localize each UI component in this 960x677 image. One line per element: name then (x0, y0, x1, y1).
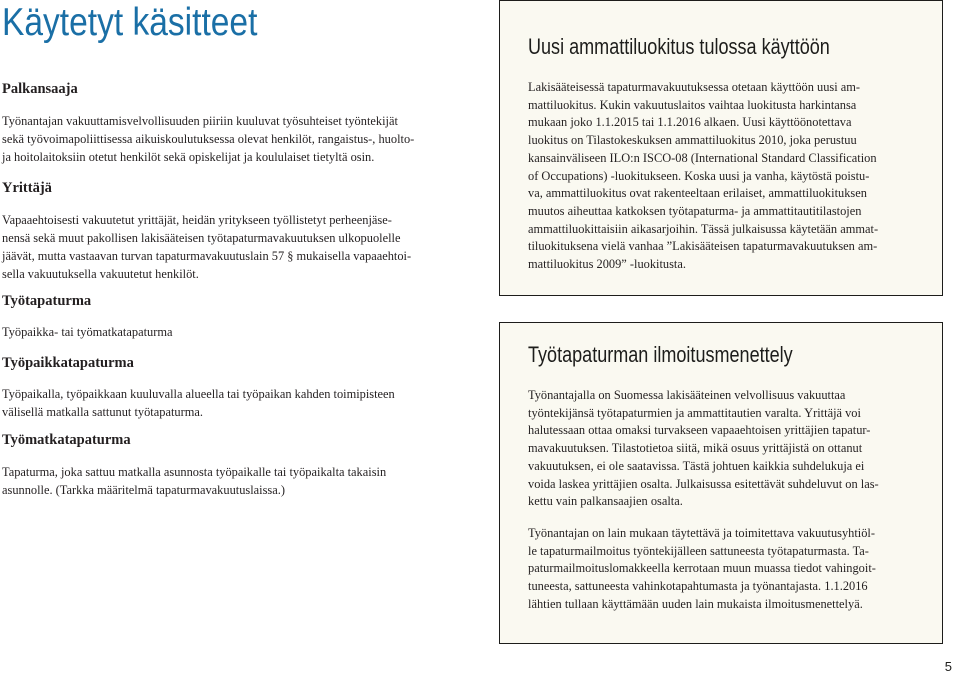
text-line: tiluokituksena vielä vanhaa ”Lakisääteisen tapaturmavakuutuksen am- (528, 239, 878, 254)
text-line: vakuutuksen, ei ole saatavissa. Tästä johtuen kaikkia suhdelukuja ei (528, 458, 865, 473)
heading-tyotapaturma: Työtapaturma (2, 293, 92, 309)
text-line: mattiluokitus. Kukin vakuutuslaitos vaihtaa luokitusta harkintansa (528, 97, 857, 112)
text-line: tuneesta, sattuneesta vahinkotapahtumasta ja työnantajasta. 1.1.2016 (528, 579, 868, 594)
text-line: mavakuutuksen. Tilastotietoa siitä, mikä osuus yrittäjistä on ottanut (528, 441, 863, 456)
paragraph-tyomatkatapaturma (2, 463, 386, 499)
text-line: le tapaturmailmoitus työntekijälleen sattuneesta työtapaturmasta. Ta- (528, 543, 869, 558)
text-line: lähtien tullaan käyttämään uuden lain mukaista ilmoitusmenettelyä. (528, 596, 863, 611)
paragraph-palkansaaja (2, 112, 414, 166)
heading-palkansaaja: Palkansaaja (2, 81, 78, 97)
text-line: Tapaturma, joka sattuu matkalla asunnosta työpaikalle tai työpaikalta takaisin (2, 465, 387, 479)
heading-tyopaikkatapaturma: Työpaikkatapaturma (2, 355, 134, 371)
text-line: paturmailmoituslomakkeella kerrotaan muun muassa tiedot vahingoit- (528, 561, 876, 576)
text-line: va, ammattiluokitus ovat rakenteeltaan erilaiset, ammattiluokituksen (528, 186, 867, 201)
info-box-ilmoitusmenettely (499, 322, 943, 644)
text-line: Lakisääteisessä tapaturmavakuutuksessa otetaan käyttöön uusi am- (528, 80, 861, 94)
text-line: jäävät, mutta vastaavan turvan tapaturmavakuutuslain 57 § mukaisella vapaaehtoi- (2, 249, 412, 263)
text-line: Vapaaehtoisesti vakuutetut yrittäjät, heidän yritykseen työllistetyt perheenjäse- (2, 213, 392, 227)
text-line: sella vakuutuksella vakuutetut henkilöt. (2, 267, 199, 281)
text-line: mukaan joko 1.1.2015 tai 1.1.2016 alkaen. Uusi käyttöönotettava (528, 115, 852, 130)
text-line: mattiluokitus 2009” -luokitusta. (528, 257, 686, 272)
text-line: työntekijänsä työtapaturmien ja ammattitautien varalta. Yrittäjä voi (528, 405, 861, 420)
text-line: luokitus on Tilastokeskuksen ammattiluokitus 2010, joka perustuu (528, 133, 857, 148)
text-line: Työnantajan on lain mukaan täytettävä ja toimitettava vakuutusyhtiöl- (528, 526, 876, 540)
text-line: voida laskea yrittäjien osalta. Julkaisussa esitettävät suhdeluvut on las- (528, 476, 879, 491)
text-line: kettu vain palkansaajien osalta. (528, 494, 683, 509)
text-line: asunnolle. (Tarkka määritelmä tapaturmavakuutuslaissa.) (2, 483, 285, 497)
text-line: ja hoitolaitoksiin otetut henkilöt sekä opiskelijat ja koululaiset tietyltä osin. (2, 150, 375, 164)
paragraph-tyopaikkatapaturma (2, 385, 395, 421)
text-line: muutos aiheuttaa katkoksen työtapaturma- ja ammattitautitilastojen (528, 203, 862, 218)
page-number: 5 (944, 659, 952, 674)
text-line: välisellä matkalla sattunut työtapaturma. (2, 405, 203, 419)
box-heading: Työtapaturman ilmoitusmenettely (528, 342, 793, 367)
text-line: Työpaikalla, työpaikkaan kuuluvalla alueella tai työpaikan kahden toimipisteen (2, 387, 395, 401)
info-box-ammattiluokitus (499, 0, 943, 296)
text-line: sekä työvoimapoliittisessa aikuiskoulutuksessa olevat henkilöt, rangaistus-, huolto- (2, 132, 415, 146)
heading-yrittaja: Yrittäjä (2, 180, 52, 196)
box-heading: Uusi ammattiluokitus tulossa käyttöön (528, 34, 830, 59)
paragraph-yrittaja (2, 211, 411, 283)
text-line: kansainväliseen ILO:n ISCO-08 (International Standard Classification (528, 150, 877, 165)
text-line: nensä sekä muut pakollisen lakisääteisen työtapaturmavakuutuksen ulkopuolelle (2, 231, 401, 245)
text-line: Työnantajan vakuuttamisvelvollisuuden piiriin kuuluvat työsuhteiset työntekijät (2, 114, 398, 128)
paragraph-tyotapaturma (2, 323, 172, 341)
text-line: ammattiluokittaisiin aikasarjoihin. Tässä julkaisussa käytetään ammat- (528, 221, 879, 236)
text-line: Työpaikka- tai työmatkatapaturma (2, 325, 173, 339)
heading-tyomatkatapaturma: Työmatkatapaturma (2, 432, 131, 448)
page-title: Käytetyt käsitteet (2, 1, 258, 44)
box-paragraph (528, 79, 878, 274)
box-paragraph-2 (528, 525, 876, 614)
text-line: halutessaan ottaa omaksi turvakseen vapaaehtoisen yrittäjien tapatur- (528, 423, 871, 438)
text-line: Työnantajalla on Suomessa lakisääteinen velvollisuus vakuuttaa (528, 388, 846, 402)
box-paragraph-1 (528, 387, 879, 511)
text-line: of Occupations) -luokitukseen. Koska uusi ja vanha, käytöstä poistu- (528, 168, 870, 183)
